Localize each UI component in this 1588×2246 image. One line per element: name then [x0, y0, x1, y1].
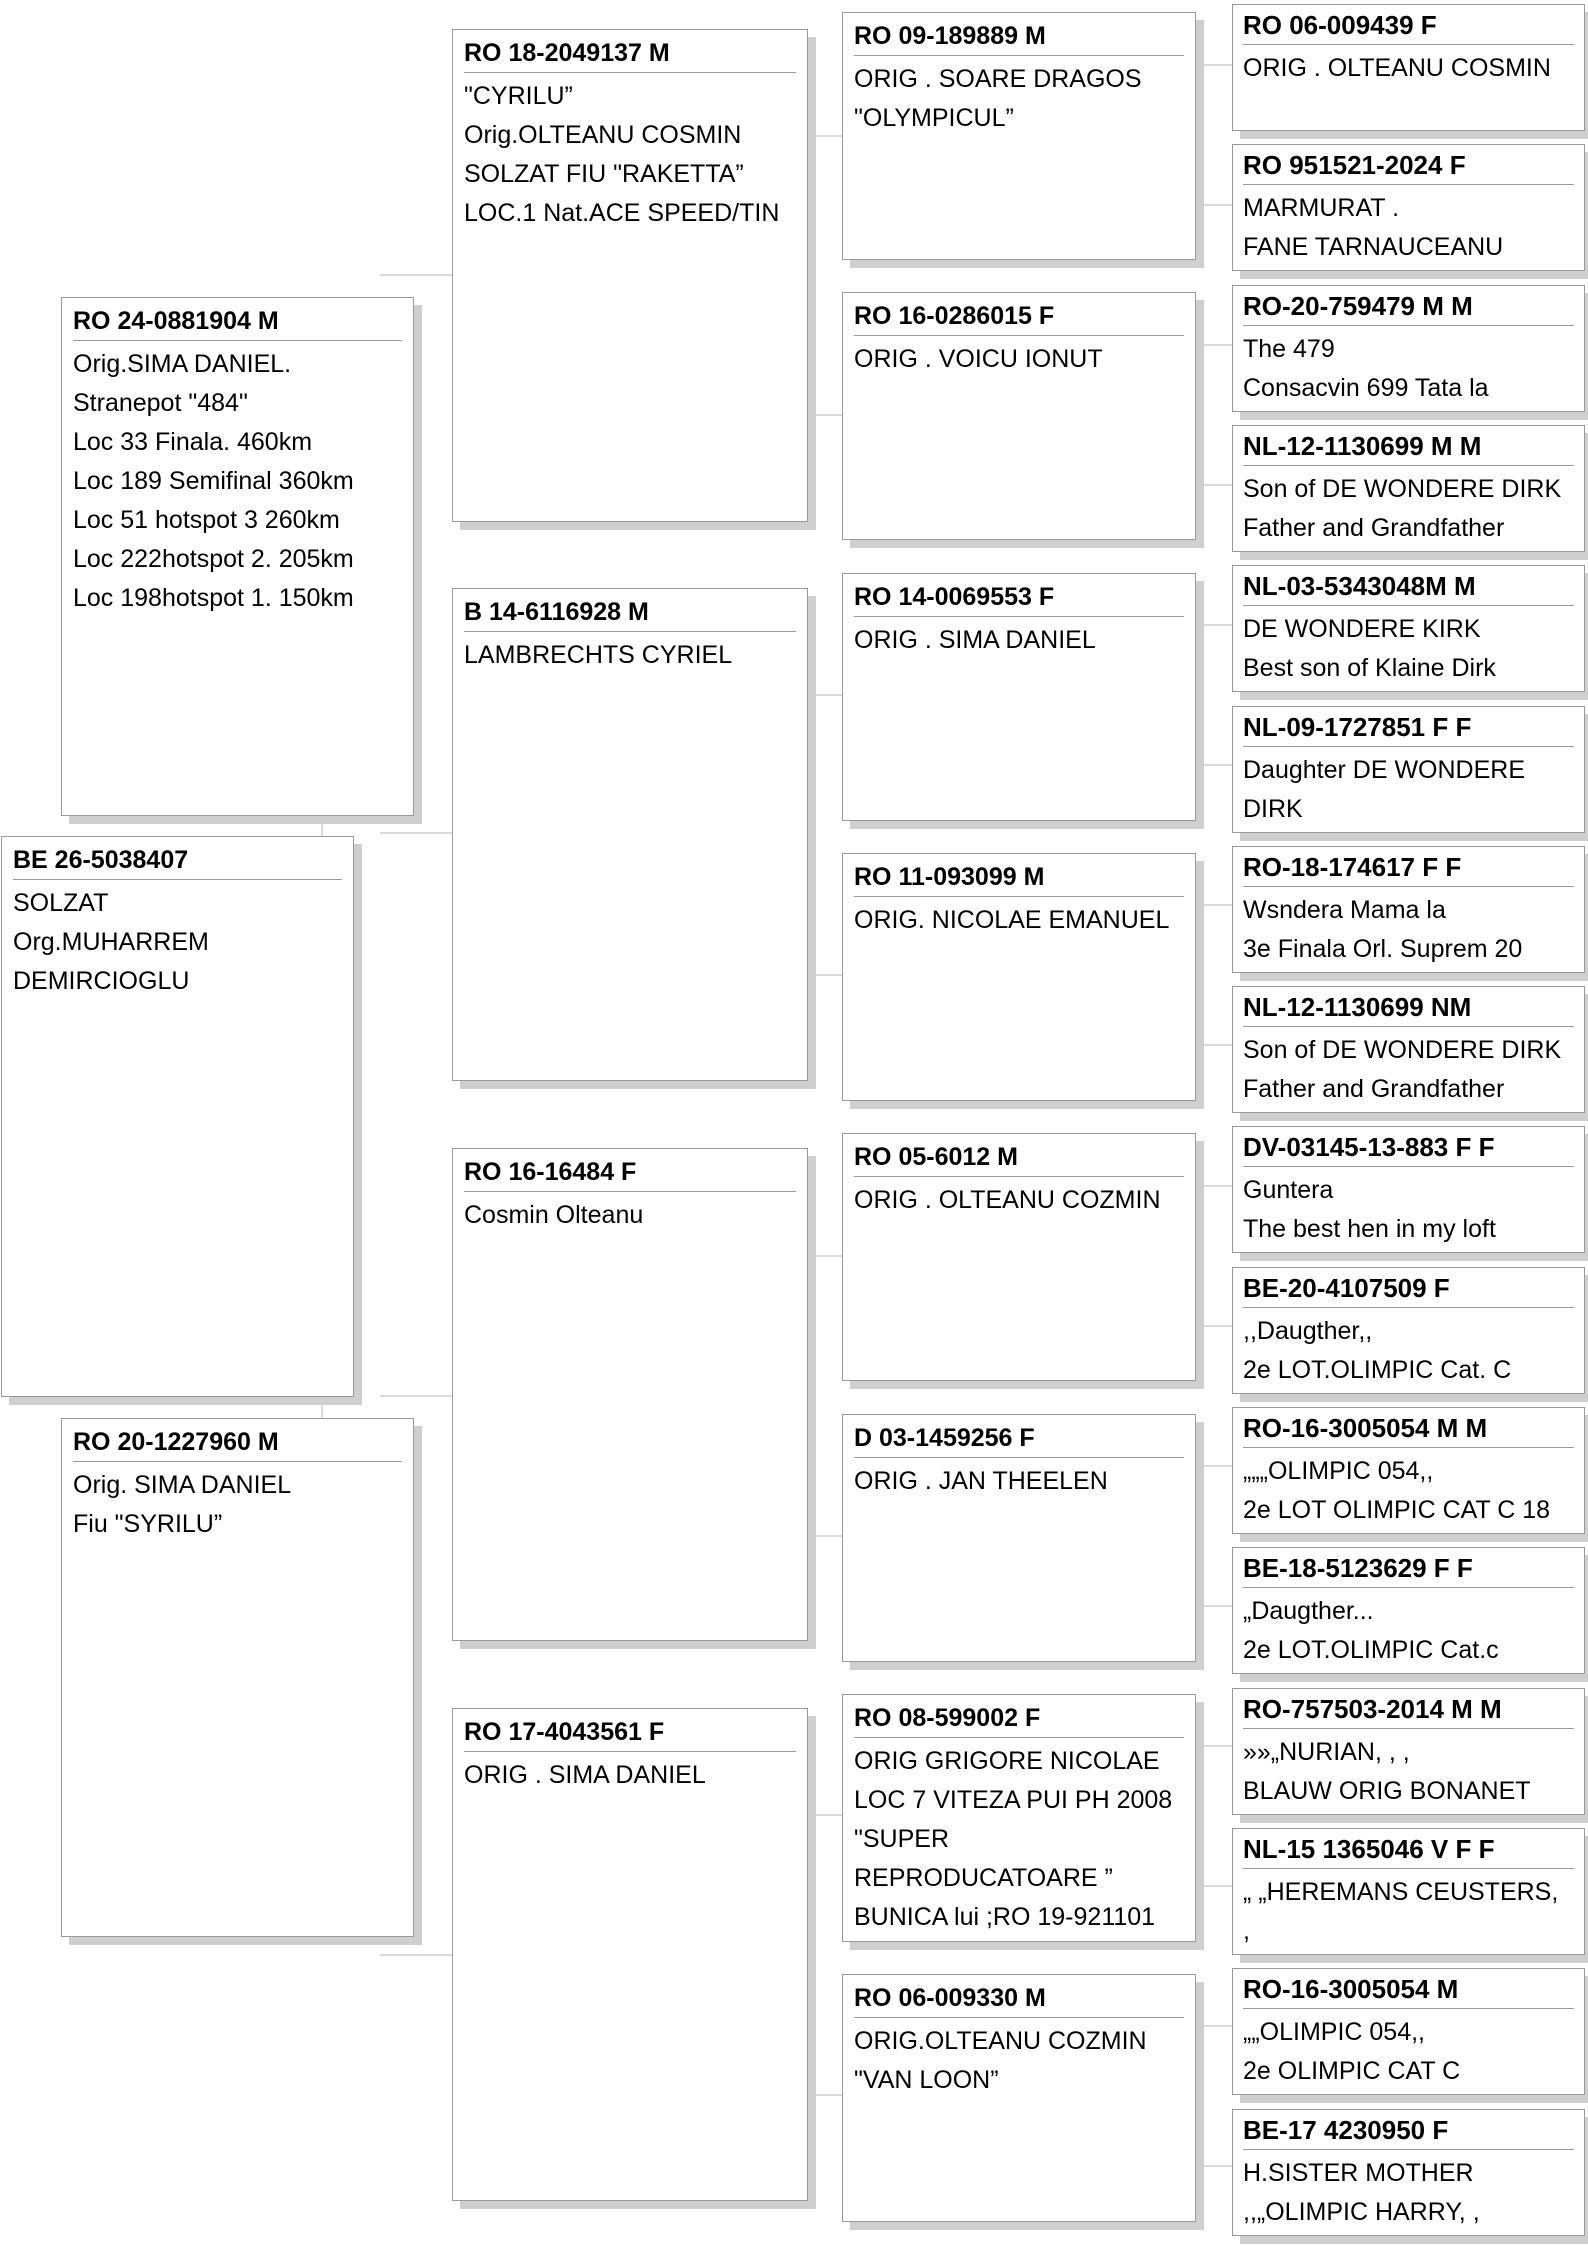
pedigree-note: DEMIRCIOGLU [13, 967, 190, 995]
pedigree-note: LOC.1 Nat.ACE SPEED/TIN [464, 199, 780, 227]
ring-number: RO-20-759479 M M [1243, 289, 1574, 326]
gen4-box-2 [842, 292, 1196, 540]
ring-number: RO 09-189889 M [854, 20, 1184, 56]
pedigree-note: The 479 [1243, 334, 1335, 363]
pedigree-note: Daughter DE WONDERE [1243, 755, 1526, 784]
pedigree-note: Son of DE WONDERE DIRK [1243, 474, 1562, 503]
ring-number: NL-09-1727851 F F [1243, 710, 1574, 747]
pedigree-note: Stranepot "484" [73, 389, 248, 417]
pedigree-note: ORIG. NICOLAE EMANUEL [854, 905, 1170, 934]
ring-number: NL-15 1365046 V F F [1243, 1832, 1574, 1869]
gen5-box-6 [1232, 706, 1585, 833]
pedigree-note: H.SISTER MOTHER [1243, 2158, 1474, 2187]
pedigree-note: ORIG . SIMA DANIEL [464, 1761, 706, 1789]
pedigree-note: BLAUW ORIG BONANET [1243, 1776, 1531, 1805]
gen4-box-8 [842, 1974, 1196, 2222]
pedigree-note: FANE TARNAUCEANU [1243, 233, 1504, 262]
pedigree-note: Loc 189 Semifinal 360km [73, 467, 354, 495]
pedigree-note: Fiu "SYRILU” [73, 1510, 223, 1538]
gen5-box-4 [1232, 425, 1585, 552]
ring-number: D 03-1459256 F [854, 1422, 1184, 1458]
ring-number: RO-16-3005054 M [1243, 1972, 1574, 2009]
pedigree-note: 2e OLIMPIC CAT C [1243, 2057, 1461, 2086]
pedigree-note: 3e Finala Orl. Suprem 20 [1243, 934, 1523, 963]
ring-number: BE-17 4230950 F [1243, 2113, 1574, 2150]
ring-number: RO 18-2049137 M [464, 37, 796, 73]
pedigree-note: Son of DE WONDERE DIRK [1243, 1036, 1562, 1065]
subject-box [1, 836, 354, 1397]
gen3-box-4 [452, 1708, 808, 2201]
gen3-box-1 [452, 29, 808, 522]
pedigree-note: ORIG . OLTEANU COSMIN [1243, 54, 1551, 82]
pedigree-note: The best hen in my loft [1243, 1215, 1496, 1244]
gen5-box-5 [1232, 565, 1585, 692]
pedigree-note: "SUPER [854, 1824, 950, 1853]
pedigree-note: ORIG.OLTEANU COZMIN [854, 2027, 1147, 2056]
pedigree-note: Best son of Klaine Dirk [1243, 654, 1496, 683]
gen5-box-16 [1232, 2109, 1585, 2236]
pedigree-note: Loc 33 Finala. 460km [73, 428, 313, 456]
gen4-box-7 [842, 1694, 1196, 1942]
gen5-box-14 [1232, 1828, 1585, 1955]
ring-number: RO-18-174617 F F [1243, 850, 1574, 887]
pedigree-note: „Daugther... [1243, 1597, 1374, 1626]
pedigree-note: Orig.SIMA DANIEL. [73, 350, 292, 378]
pedigree-note: LAMBRECHTS CYRIEL [464, 641, 733, 669]
pedigree-note: 2e LOT.OLIMPIC Cat.c [1243, 1636, 1499, 1665]
ring-number: RO 11-093099 M [854, 861, 1184, 897]
pedigree-note: ,,„OLIMPIC HARRY, , [1243, 2197, 1480, 2226]
gen5-box-9 [1232, 1126, 1585, 1253]
ring-number: BE 26-5038407 [13, 844, 342, 880]
pedigree-note: , [1243, 1916, 1250, 1945]
pedigree-note: "OLYMPICUL” [854, 104, 1014, 132]
pedigree-note: BUNICA lui ;RO 19-921101 [854, 1902, 1156, 1931]
ring-number: RO 06-009439 F [1243, 8, 1574, 45]
gen5-box-1 [1232, 4, 1585, 131]
pedigree-note: DE WONDERE KIRK [1243, 615, 1481, 644]
pedigree-note: Guntera [1243, 1176, 1334, 1205]
gen4-box-3 [842, 573, 1196, 821]
gen5-box-12 [1232, 1547, 1585, 1674]
pedigree-note: DIRK [1243, 794, 1303, 823]
ring-number: RO 16-0286015 F [854, 300, 1184, 336]
gen5-box-11 [1232, 1407, 1585, 1534]
pedigree-note: LOC 7 VITEZA PUI PH 2008 [854, 1785, 1173, 1814]
gen5-box-13 [1232, 1688, 1585, 1815]
pedigree-note: SOLZAT FIU "RAKETTA” [464, 160, 744, 188]
ring-number: RO 24-0881904 M [73, 305, 402, 341]
ring-number: RO 06-009330 M [854, 1982, 1184, 2018]
pedigree-note: REPRODUCATOARE ” [854, 1863, 1113, 1892]
pedigree-note: "VAN LOON” [854, 2066, 999, 2095]
gen5-box-8 [1232, 986, 1585, 1113]
pedigree-note: „„„OLIMPIC 054,, [1243, 1457, 1434, 1485]
ring-number: RO 16-16484 F [464, 1156, 796, 1192]
ring-number: NL-12-1130699 M M [1243, 429, 1574, 466]
gen4-box-6 [842, 1414, 1196, 1662]
pedigree-note: 2e LOT.OLIMPIC Cat. C [1243, 1355, 1512, 1384]
gen5-box-15 [1232, 1968, 1585, 2095]
pedigree-note: Loc 222hotspot 2. 205km [73, 545, 354, 573]
gen3-box-2 [452, 588, 808, 1081]
ring-number: NL-03-5343048M M [1243, 569, 1574, 606]
ring-number: BE-18-5123629 F F [1243, 1551, 1574, 1588]
ring-number: RO 951521-2024 F [1243, 148, 1574, 185]
pedigree-note: Loc 51 hotspot 3 260km [73, 506, 340, 534]
ring-number: RO 05-6012 M [854, 1141, 1184, 1177]
pedigree-note: Father and Grandfather [1243, 1075, 1505, 1104]
ring-number: RO 14-0069553 F [854, 581, 1184, 617]
sire-box [61, 297, 414, 816]
pedigree-note: 2e LOT OLIMPIC CAT C 18 [1243, 1496, 1551, 1524]
pedigree-note: Wsndera Mama la [1243, 895, 1446, 924]
pedigree-note: MARMURAT . [1243, 194, 1400, 223]
gen3-box-3 [452, 1148, 808, 1641]
ring-number: NL-12-1130699 NM [1243, 990, 1574, 1027]
pedigree-note: SOLZAT [13, 889, 109, 917]
gen5-box-7 [1232, 846, 1585, 973]
pedigree-note: Father and Grandfather [1243, 513, 1505, 542]
gen5-box-3 [1232, 285, 1585, 412]
pedigree-note: Cosmin Olteanu [464, 1201, 644, 1229]
pedigree-note: ORIG . OLTEANU COZMIN [854, 1186, 1161, 1215]
gen4-box-1 [842, 12, 1196, 260]
ring-number: RO 20-1227960 M [73, 1426, 402, 1462]
dam-box [61, 1418, 414, 1937]
pedigree-note: Loc 198hotspot 1. 150km [73, 584, 354, 612]
ring-number: RO 08-599002 F [854, 1702, 1184, 1738]
gen4-box-5 [842, 1133, 1196, 1381]
pedigree-note: ,,Daugther,, [1243, 1316, 1373, 1345]
ring-number: RO-16-3005054 M M [1243, 1411, 1574, 1448]
pedigree-note: „ „HEREMANS CEUSTERS, [1243, 1877, 1559, 1906]
pedigree-note: ORIG . SIMA DANIEL [854, 625, 1096, 654]
gen5-box-2 [1232, 144, 1585, 271]
pedigree-note: ORIG . VOICU IONUT [854, 345, 1103, 374]
ring-number: DV-03145-13-883 F F [1243, 1130, 1574, 1167]
pedigree-note: ORIG . JAN THEELEN [854, 1466, 1108, 1495]
gen5-box-10 [1232, 1267, 1585, 1394]
pedigree-note: „„OLIMPIC 054,, [1243, 2018, 1425, 2047]
pedigree-note: Consacvin 699 Tata la [1243, 373, 1489, 402]
pedigree-note: Orig. SIMA DANIEL [73, 1471, 292, 1499]
pedigree-note: Orig.OLTEANU COSMIN [464, 121, 742, 149]
pedigree-note: ORIG GRIGORE NICOLAE [854, 1746, 1160, 1775]
pedigree-note: »»„NURIAN, , , [1243, 1737, 1410, 1766]
pedigree-note: "CYRILU” [464, 82, 573, 110]
gen4-box-4 [842, 853, 1196, 1101]
pedigree-note: Org.MUHARREM [13, 928, 209, 956]
pedigree-note: ORIG . SOARE DRAGOS [854, 65, 1142, 93]
ring-number: RO 17-4043561 F [464, 1716, 796, 1752]
ring-number: RO-757503-2014 M M [1243, 1692, 1574, 1729]
ring-number: BE-20-4107509 F [1243, 1271, 1574, 1308]
ring-number: B 14-6116928 M [464, 596, 796, 632]
